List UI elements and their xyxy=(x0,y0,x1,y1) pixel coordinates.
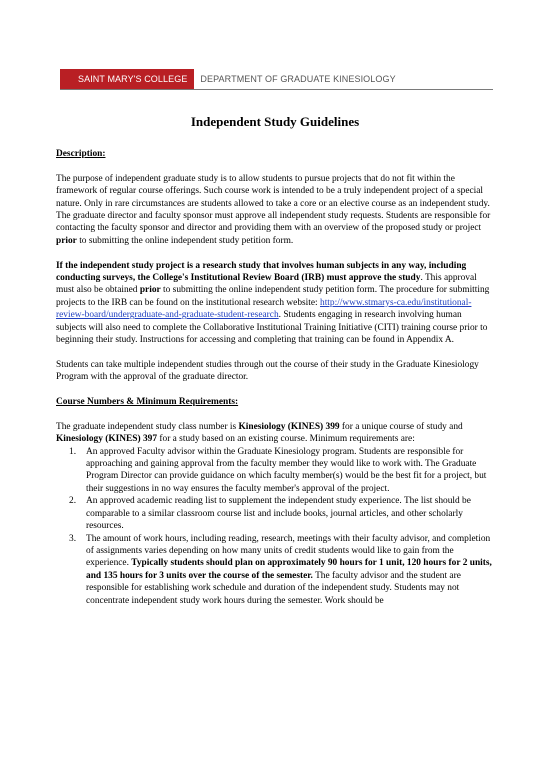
page-title: Independent Study Guidelines xyxy=(190,114,360,129)
course-heading: Course Numbers & Minimum Requirements: xyxy=(56,397,239,408)
college-name: SAINT MARY'S COLLEGE xyxy=(60,69,194,89)
multiple-studies-paragraph: Students can take multiple independent studies through out the course of their study in the Graduate Kinesiology Program with the approval of the graduate director. xyxy=(56,359,479,383)
irb-link[interactable]: http://www.stmarys-ca.edu/institutional-review-board/undergraduate-and-graduate-student-research xyxy=(56,297,472,321)
list-item: 2. An approved academic reading list to supplement the independent study experience. The list should be comparable to a similar classroom course list and include books, journal articles, and other scholarly resources. xyxy=(69,496,471,532)
requirements-list xyxy=(56,446,492,607)
course-intro: The graduate independent study class number is Kinesiology (KINES) 399 for a unique course of study and Kinesiology (KINES) 397 for a study based on an existing course. Minimum requirements are: xyxy=(56,421,463,445)
document-body xyxy=(56,148,492,607)
department-name: DEPARTMENT OF GRADUATE KINESIOLOGY xyxy=(200,74,396,84)
irb-paragraph: If the independent study project is a research study that involves human subjects in any way, including conducting surveys, the College's Institutional Review Board (IRB) must approve the study. This approval must also be obtained prior to submitting the online independent study petition form. The procedure for submitting projects to the IRB can be found on the institutional research website: http://www.stmarys-ca.edu/institutional-review-board/undergraduate-and-graduate-student-research. Students engaging in research involving human subjects will also need to complete the Collaborative Institutional Training Initiative (CITI) training course prior to beginning their study. Instructions for accessing and completing that training can be found in Appendix A. xyxy=(56,260,490,346)
header-banner xyxy=(60,69,493,90)
list-item: 3. The amount of work hours, including reading, research, meetings with their faculty advisor, and completion of assignments varies depending on how many units of credit students would like to gain from the experience. Typically students should plan on approximately 90 hours for 1 unit, 120 hours for 2 units, and 135 hours for 3 units over the course of the semester. The faculty advisor and the student are responsible for establishing work schedule and duration of the independent study. Students may not concentrate independent study work hours during the semester. Work should be xyxy=(69,533,492,606)
description-heading: Description: xyxy=(56,149,106,159)
list-item: 1. An approved Faculty advisor within the Graduate Kinesiology program. Students are responsible for approaching and gaining approval from the faculty member they would like to work with. The Graduate Program Director can provide guidance on which faculty member(s) would be the best fit for a project, but their suggestions in no way ensures the faculty member's approval of the project. xyxy=(69,446,487,494)
description-paragraph-1: The purpose of independent graduate study is to allow students to pursue projects that do not fit within the framework of regular course offerings. Such course work is intended to be a truly independent project of a special nature. Only in rare circumstances are students allowed to take a core or an elective course as an independent study. The graduate director and faculty sponsor must approve all independent study requests. Students are responsible for contacting the faculty sponsor and director and providing them with an overview of the proposed study or project prior to submitting the online independent study petition form. xyxy=(56,173,491,246)
